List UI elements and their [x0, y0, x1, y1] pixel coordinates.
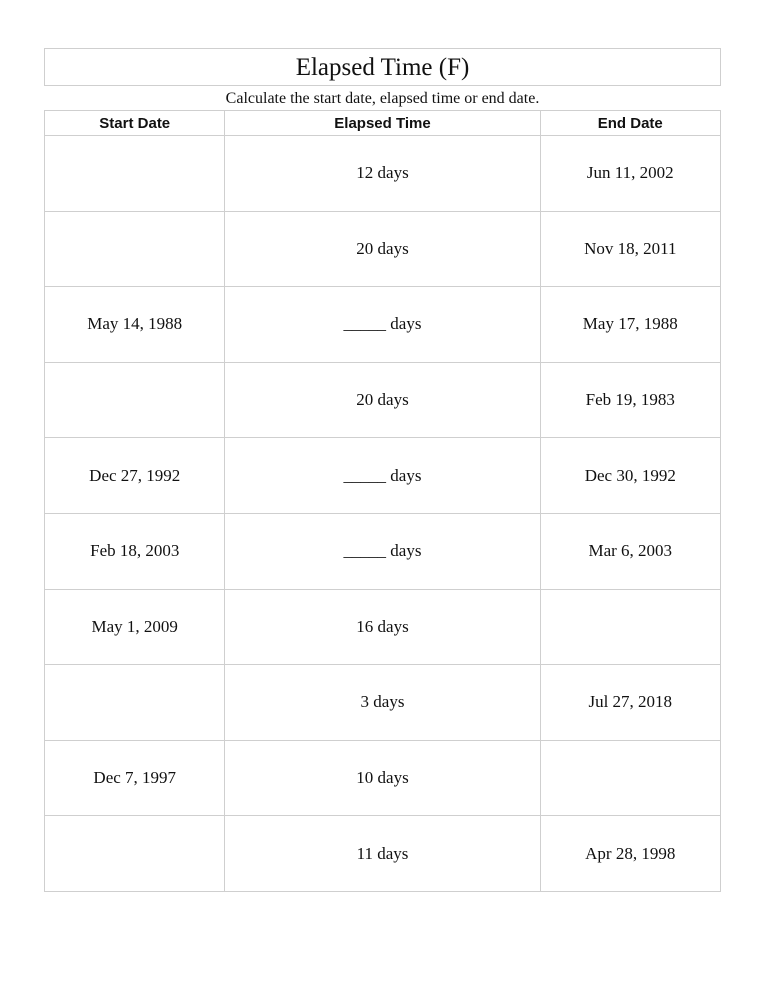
table-row — [45, 438, 721, 514]
start-date-cell — [45, 816, 225, 892]
start-date-cell: Feb 18, 2003 — [45, 513, 225, 589]
start-date-cell — [45, 665, 225, 741]
table-row — [45, 287, 721, 363]
end-date-cell — [540, 740, 720, 816]
end-date-cell: Nov 18, 2011 — [540, 211, 720, 287]
table-row — [45, 136, 721, 212]
end-date-cell — [540, 589, 720, 665]
elapsed-time-cell: 11 days — [225, 816, 540, 892]
start-date-cell: Dec 7, 1997 — [45, 740, 225, 816]
table-row — [45, 513, 721, 589]
elapsed-time-cell: 10 days — [225, 740, 540, 816]
end-date-cell: May 17, 1988 — [540, 287, 720, 363]
elapsed-time-cell: _____ days — [225, 438, 540, 514]
start-date-cell — [45, 211, 225, 287]
elapsed-time-cell: 20 days — [225, 362, 540, 438]
elapsed-time-table — [44, 110, 721, 892]
start-date-cell — [45, 136, 225, 212]
start-date-cell: Dec 27, 1992 — [45, 438, 225, 514]
worksheet-title: Elapsed Time (F) — [44, 48, 721, 86]
elapsed-time-cell: 20 days — [225, 211, 540, 287]
header-row — [45, 111, 721, 136]
end-date-cell: Feb 19, 1983 — [540, 362, 720, 438]
elapsed-time-cell: _____ days — [225, 513, 540, 589]
start-date-cell: May 14, 1988 — [45, 287, 225, 363]
start-date-cell — [45, 362, 225, 438]
header-end-date: End Date — [540, 111, 720, 136]
end-date-cell: Jun 11, 2002 — [540, 136, 720, 212]
table-row — [45, 211, 721, 287]
worksheet-instructions: Calculate the start date, elapsed time or end date. — [225, 90, 540, 107]
header-start-date: Start Date — [45, 111, 225, 136]
header-elapsed-time: Elapsed Time — [225, 111, 540, 136]
elapsed-time-cell: _____ days — [225, 287, 540, 363]
end-date-cell: Mar 6, 2003 — [540, 513, 720, 589]
end-date-cell: Jul 27, 2018 — [540, 665, 720, 741]
end-date-cell: Dec 30, 1992 — [540, 438, 720, 514]
elapsed-time-cell: 16 days — [225, 589, 540, 665]
elapsed-time-cell: 12 days — [225, 136, 540, 212]
table-row — [45, 362, 721, 438]
elapsed-time-cell: 3 days — [225, 665, 540, 741]
table-row — [45, 589, 721, 665]
end-date-cell: Apr 28, 1998 — [540, 816, 720, 892]
start-date-cell: May 1, 2009 — [45, 589, 225, 665]
table-row — [45, 665, 721, 741]
table-row — [45, 740, 721, 816]
table-row — [45, 816, 721, 892]
